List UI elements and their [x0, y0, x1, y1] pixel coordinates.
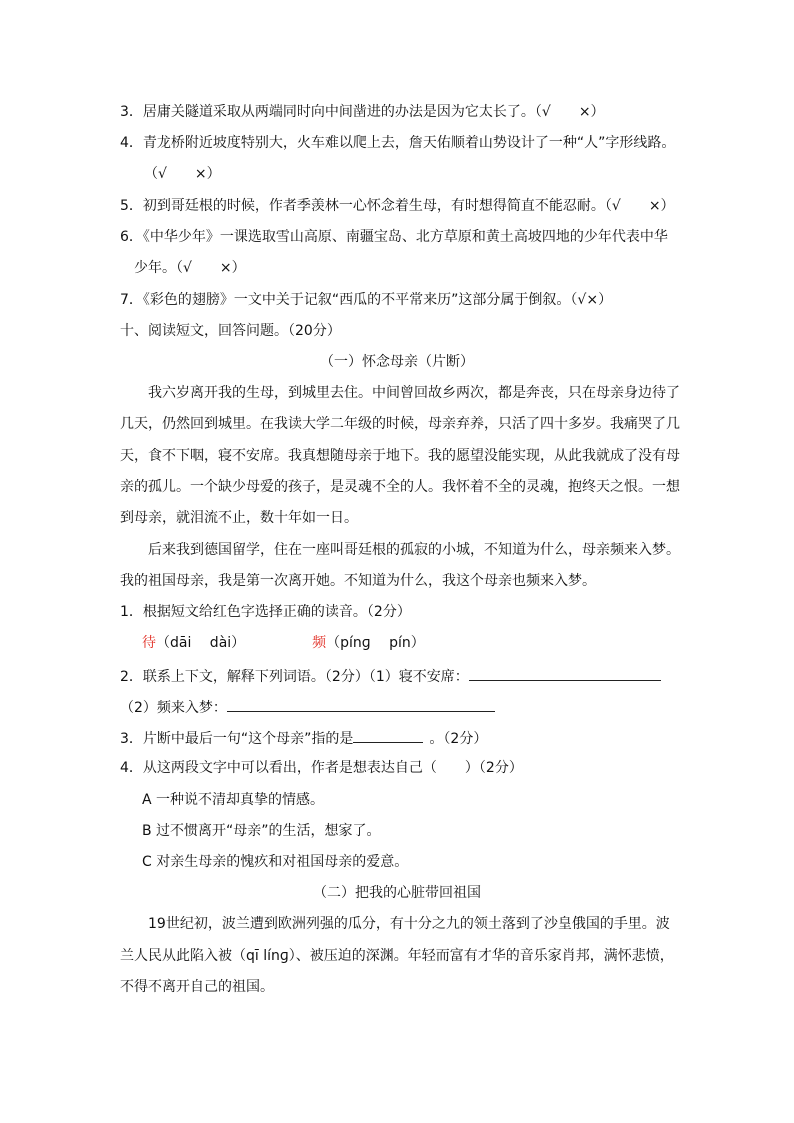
- passage2-line: 兰人民从此陷入被（qī línɡ）、被压迫的深渊。年轻而富有才华的音乐家肖邦，满怀悲愤，: [120, 948, 674, 964]
- question-4: 4．从这两段文字中可以看出，作者是想表达自己（ ）（2分）: [120, 760, 523, 776]
- question-2: [120, 665, 661, 687]
- judgment-3-options: √ ×）: [541, 104, 605, 120]
- question-1-options: [142, 633, 425, 653]
- question-2-text: 2．联系上下文，解释下列词语。（2分）（1）寝不安席：: [120, 669, 469, 685]
- question-4-option-a: A 一种说不清却真挚的情感。: [142, 792, 325, 808]
- question-2-part2: [120, 696, 495, 718]
- passage1-line: 后来我到德国留学，住在一座叫哥廷根的孤寂的小城，不知道为什么，母亲频来入梦。: [148, 542, 680, 558]
- passage2-line: 不得不离开自己的祖国。: [120, 979, 274, 995]
- question-3-text: 3．片断中最后一句“这个母亲”指的是: [120, 731, 354, 747]
- question-2-part2-text: （2）频来入梦：: [120, 700, 227, 716]
- judgment-3-text: 3．居庸关隧道采取从两端同时向中间凿进的办法是因为它太长了。（: [120, 104, 542, 120]
- passage1-line: 我六岁离开我的生母，到城里去住。中间曾回故乡两次，都是奔丧，只在母亲身边待了: [148, 385, 680, 401]
- answer-blank-2-1[interactable]: [469, 665, 661, 681]
- passage2-title: （二）把我的心脏带回祖国: [313, 885, 481, 901]
- answer-blank-2-2[interactable]: [227, 696, 495, 712]
- question-3-score: 。（2分）: [429, 731, 488, 747]
- passage1-line: 几天，仍然回到城里。在我读大学二年级的时候，母亲弃养，只活了四十多岁。我痛哭了几: [120, 416, 680, 432]
- question-4-option-c: C 对亲生母亲的愧疚和对祖国母亲的爱意。: [142, 854, 409, 870]
- pinyin-options-1: （dāi dài）: [156, 635, 246, 651]
- judgment-5: 5．初到哥廷根的时候，作者季羡林一心怀念着生母，有时想得简直不能忍耐。（√ ×）: [120, 198, 675, 214]
- section-title: 十、阅读短文，回答问题。（20分）: [120, 323, 341, 339]
- question-3: [120, 727, 487, 749]
- judgment-7: 7．《彩色的翅膀》一文中关于记叙“西瓜的不平常来历”这部分属于倒叙。（√×）: [120, 292, 613, 308]
- red-char-dai: 待: [142, 635, 156, 651]
- question-4-option-b: B 过不惯离开“母亲”的生活，想家了。: [142, 823, 381, 839]
- pinyin-options-2: （pínɡ pín）: [326, 635, 425, 651]
- passage2-line: 19世纪初，波兰遭到欧洲列强的瓜分，有十分之九的领土落到了沙皇俄国的手里。波: [148, 916, 670, 932]
- passage1-title: （一）怀念母亲（片断）: [320, 354, 474, 370]
- judgment-6-cont: 少年。（√ ×）: [134, 260, 246, 276]
- answer-blank-3[interactable]: [353, 727, 423, 743]
- passage1-line: 亲的孤儿。一个缺少母爱的孩子，是灵魂不全的人。我怀着不全的灵魂，抱终天之恨。一想: [120, 479, 680, 495]
- judgment-6: 6．《中华少年》一课选取雪山高原、南疆宝岛、北方草原和黄土高坡四地的少年代表中华: [120, 229, 668, 245]
- judgment-3: [120, 102, 605, 122]
- judgment-4: 4．青龙桥附近坡度特别大，火车难以爬上去，詹天佑顺着山势设计了一种“人”字形线路。: [120, 135, 676, 151]
- red-char-pin: 频: [312, 635, 327, 651]
- question-1: 1．根据短文给红色字选择正确的读音。（2分）: [120, 604, 411, 620]
- passage1-line: 我的祖国母亲，我是第一次离开她。不知道为什么，我这个母亲也频来入梦。: [120, 573, 596, 589]
- judgment-4-options: （√ ×）: [144, 166, 221, 182]
- passage1-line: 到母亲，就泪流不止，数十年如一日。: [120, 510, 358, 526]
- passage1-line: 天，食不下咽，寝不安席。我真想随母亲于地下。我的愿望没能实现，从此我就成了没有母: [120, 448, 680, 464]
